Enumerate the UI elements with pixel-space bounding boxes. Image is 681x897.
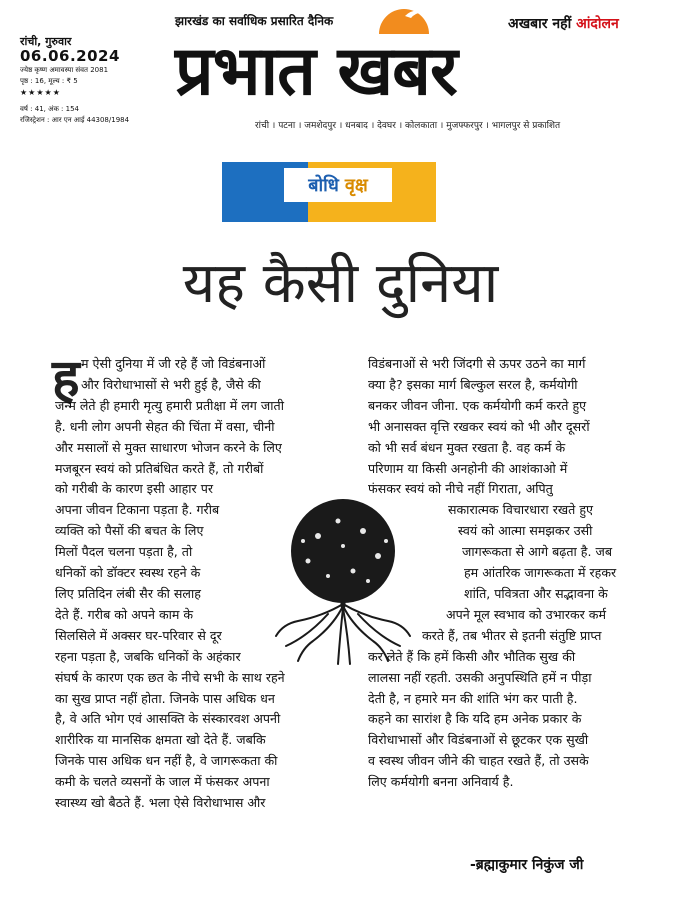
brand-title: प्रभात खबर (175, 32, 457, 111)
article-byline: -ब्रह्माकुमार निकुंज जी (470, 857, 584, 873)
article-text-line: अपना जीवन टिकाना पड़ता है. गरीब (55, 502, 220, 518)
tree-illustration-icon (268, 496, 418, 666)
article-text-line: बनकर जीवन जीना. एक कर्मयोगी कर्म करते हुए (368, 397, 587, 413)
article-headline: यह कैसी दुनिया (182, 251, 499, 316)
issue-almanac: ज्येष्ठ कृष्ण अमावस्या संवत 2081 (20, 66, 109, 74)
section-banner (222, 162, 436, 222)
article-text-line: व्यक्ति को पैसों की बचत के लिए (55, 523, 204, 539)
article-text-line: अपने मूल स्वभाव को उभारकर कर्म (446, 606, 606, 622)
article-text-line: देते हैं. गरीब को अपने काम के (55, 606, 194, 622)
article-text-line: और मसालों से मुक्त साधारण भोजन करने के लिए (55, 439, 282, 455)
masthead-tagline: झारखंड का सर्वाधिक प्रसारित दैनिक (175, 14, 334, 28)
article-text-line: है. धनी लोग अपनी सेहत की चिंता में वसा, चीनी (55, 418, 275, 434)
issue-info (20, 36, 129, 126)
issue-pages-price: पृष्ठ : 16, मूल्य : ₹ 5 (20, 77, 78, 85)
drop-cap: ह (52, 349, 80, 409)
issue-stars: ★★★★★ (20, 88, 61, 97)
issue-date: 06.06.2024 (20, 47, 120, 65)
article-text-line: संघर्ष के कारण एक छत के नीचे सभी के साथ रहने (55, 669, 285, 685)
section-label (284, 168, 392, 202)
section-word2: वृक्ष (344, 175, 368, 196)
article-text-line: धनिकों को डॉक्टर स्वस्थ रहने के (55, 565, 201, 581)
article-text-line: जिनके पास अधिक धन नहीं है, वे जागरूकता की (55, 753, 278, 769)
article-text-line: शांति, पवित्रता और सद्भावना के (464, 585, 608, 601)
slogan-part2: आंदोलन (576, 16, 619, 32)
section-word1: बोधि (308, 175, 339, 196)
article-text-line: परिणाम या किसी अनहोनी की आशंकाओ में (368, 460, 568, 476)
issue-volume: वर्ष : 41, अंक : 154 (20, 105, 79, 113)
article-text-line: स्वयं को आत्मा समझकर उसी (458, 523, 593, 539)
article-text-line: लिए कर्मयोगी बनना अनिवार्य है. (368, 774, 514, 790)
article-text-line: जागरूकता से आगे बढ़ता है. जब (462, 544, 613, 560)
editions-line: रांची । पटना । जमशेदपुर । धनबाद । देवघर । कोलकाता । मुजफ्फरपुर । भागलपुर से प्रकाशित (255, 121, 561, 131)
article-text-line: भी अनासक्त वृत्ति रखकर स्वयं को भी और दूसरों (368, 418, 590, 434)
article-text-line: और विरोधाभासों से भरी हुई है, जैसे की (81, 376, 261, 392)
brand-logo (175, 26, 595, 112)
article-text-line: हम आंतरिक जागरूकता में रहकर (464, 565, 617, 581)
article-text-line: है, वे अति भोग एवं आसक्ति के संस्कारवश अपनी (55, 711, 281, 727)
article-text-line: विडंबनाओं से भरी जिंदगी से ऊपर उठने का मार्ग (368, 356, 586, 371)
article-text-line: व स्वस्थ जीवन जीने की चाहत रखते हैं, तो उसके (368, 753, 589, 769)
article-text-line: लिए प्रतिदिन लंबी सैर की सलाह (55, 585, 201, 601)
masthead (0, 0, 681, 150)
article-text-line: कहने का सारांश है कि यदि हम अनेक प्रकार के (368, 711, 582, 727)
article-text-line: लालसा नहीं रहती. उसकी अनुपस्थिति हमें न पीड़ा (368, 669, 592, 685)
article-text-line: रहना पड़ता है, जबकि धनिकों के अहंकार (55, 648, 241, 664)
article-text-line: कमी के चलते व्यसनों के जाल में फंसकर अपना (55, 774, 270, 790)
article-text-line: को भी सर्व बंधन मुक्त रखता है. वह कर्म के (368, 439, 566, 455)
article-text-line: देती है, न हमारे मन की शांति भंग कर पाती है. (368, 690, 578, 706)
article-text-line: करते हैं, तब भीतर से इतनी संतुष्टि प्राप्त (422, 627, 602, 643)
article-text-line: को गरीबी के कारण इसी आहार पर (55, 481, 214, 497)
article-text-line: सकारात्मक विचारधारा रखते हुए (448, 502, 593, 518)
article-text-line: स्वास्थ्य खो बैठते हैं. भला ऐसे विरोधाभास और (55, 795, 266, 811)
issue-city: रांची, गुरुवार (20, 35, 72, 48)
article-text-line: म ऐसी दुनिया में जी रहे हैं जो विडंबनाओं (81, 356, 266, 371)
issue-registration: रजिस्ट्रेशन : आर एन आई 44308/1984 (20, 116, 130, 124)
article-text-line: फंसकर स्वयं को नीचे नहीं गिराता, अपितु (368, 481, 553, 497)
article-text-line: जन्म लेते ही हमारी मृत्यु हमारी प्रतीक्षा में लग जाती (55, 397, 284, 413)
article-text-line: क्या है? इसका मार्ग बिल्कुल सरल है, कर्मयोगी (368, 376, 578, 392)
article-text-line: का सुख प्राप्त नहीं होता. जिनके पास अधिक धन (55, 690, 275, 706)
article-text-line: सिलसिले में अक्सर घर-परिवार से दूर (55, 627, 222, 643)
article-text-line: शारीरिक या मानसिक क्षमता खो देते हैं. जबकि (55, 732, 266, 748)
article-text-line: विरोधाभासों और विडंबनाओं से छूटकर एक सुखी (368, 732, 589, 748)
article-text-line: मिलों पैदल चलना पड़ता है, तो (55, 544, 193, 560)
article-text-line: मजबूरन स्वयं को प्रतिबंधित करते हैं, तो गरीबों (55, 460, 264, 476)
slogan-part1: अखबार नहीं (508, 16, 572, 32)
masthead-slogan (508, 14, 619, 33)
article-text-line: कर लेते हैं कि हमें किसी और भौतिक सुख की (368, 648, 576, 664)
